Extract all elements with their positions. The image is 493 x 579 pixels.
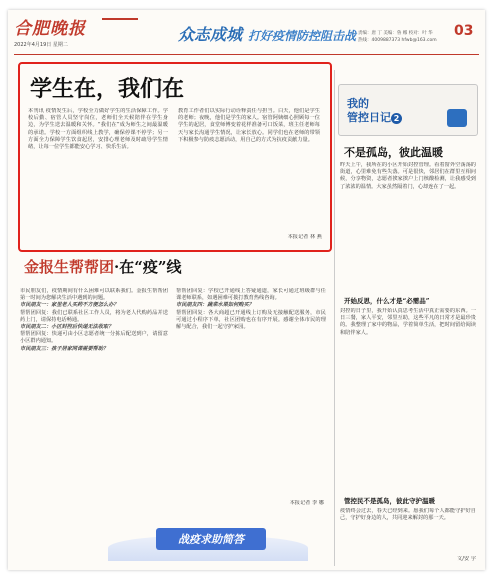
masthead-red-bar [102, 18, 138, 20]
lead-headline: 学生在，我们在 [30, 76, 185, 102]
slogan-sub: 打好疫情防控阻击战 [248, 29, 357, 43]
column-header-title [347, 97, 402, 125]
right-subhead-1: 开始反思，什么才是“必需品” [344, 297, 430, 305]
lead-column-1: 本刊讯 疫情发生后，学校全力做好学生的生活保障工作。学校后勤、宿管人员坚守岗位，老师们全天候陪伴在学生身边，为学生送去温暖和关怀。“我们在”成为师生之间最温暖的承诺。学校一方面组织线上教学，确保停课不停学；另一方面全力保障学生饮食起居，安排心理老师及时疏导学生情绪，让每一位学生都能安心学习、快乐生活。 [28, 108, 168, 151]
article2-text-1a: 市民朋友们，疫情期间有什么困难可以联系我们。金报生帮帮团第一时间为您解决生活中遇到的问题。 [20, 288, 168, 302]
column-header-text: 管控日记 [347, 111, 391, 124]
diary-book-icon [447, 109, 467, 127]
article2-author: 本报记者 李 娜 [289, 500, 324, 506]
article2-headline-red: 金报生帮帮团 [24, 258, 115, 276]
question-2: 市民朋友二：小区封控后快递无法收取？ [20, 324, 114, 331]
question-3: 市民朋友三：孩子居家网课需要帮助？ [20, 345, 109, 352]
right-author: 文/安 宇 [457, 556, 476, 562]
editor-credits [358, 30, 437, 44]
masthead-divider [14, 54, 479, 55]
column-header-box [338, 84, 478, 136]
lead-article[interactable] [18, 62, 332, 252]
right-body-3: 疫情终会过去，春天已经到来。愿我们每个人都能守护好自己，守护好身边的人，共同迎来解封的那一天。 [340, 508, 476, 522]
right-body-1: 昨天上午，我所在的小区开始封控管理。看着窗外空荡荡的街道，心里难免有些失落。可是很快，邻居们在群里互相问候，分享物资，志愿者挨家挨户上门核酸检测，让我感受到了浓浓的温情。大家虽然隔着门，心却连在了一起。 [340, 162, 476, 190]
question-1: 市民朋友一：家里老人买药不方便怎么办？ [20, 302, 119, 309]
right-body-2: 封控的日子里，我开始认真思考生活中真正需要的东西。一日三餐，家人平安，邻里互助，这些平凡的日常才是最珍贵的。我整理了家中的物品，学着简单生活，把时间留给阅读和陪伴家人。 [340, 308, 476, 336]
column-number-badge: 2 [391, 113, 402, 124]
column-divider [334, 70, 335, 566]
page-number: 03 [454, 23, 474, 39]
lead-column-2: 教育工作者们以实际行动诠释责任与担当。白天，他们是学生的老师；夜晚，他们是学生的家人。宿管阿姨细心照顾每一位学生的起居，食堂师傅变着花样准备可口饭菜，班主任老师每天与家长沟通学生情况，让家长放心。同学们也在老师的带领下积极参与防疫志愿活动，用自己的方式为抗疫贡献力量。 [178, 108, 320, 143]
issue-date: 2022年4月19日 星期二 [14, 42, 68, 48]
right-subhead-2: 管控民不是孤岛，彼此守护温暖 [344, 497, 435, 505]
article2-headline [24, 256, 182, 277]
article2-text-1c: 帮帮团回复：快递可由小区志愿者统一分拣后配送到户，请留意小区群内通知。 [20, 331, 168, 345]
right-headline-1: 不是孤岛，彼此温暖 [344, 146, 443, 159]
masthead [8, 10, 485, 56]
article2-text-2b: 帮帮团回复：各大商超已开通线上订购及无接触配送服务，市民可通过小程序下单，社区团购也在有序开展。感谢全体市民的理解与配合，我们一起守护家园。 [176, 309, 326, 331]
article2-headline-dark: ·在“疫”线 [114, 258, 182, 276]
article2-column-2 [176, 288, 326, 496]
newspaper-page [8, 10, 485, 570]
lead-author: 本报记者 林 燕 [287, 234, 322, 240]
right-column [336, 78, 478, 566]
question-4: 市民朋友四：蔬菜水果如何购买？ [176, 302, 254, 309]
article2-column-1 [20, 288, 168, 528]
article2-text-2a: 帮帮团回复：学校已开通线上答疑通道，家长可通过班级群与任课老师联系，如遇困难可拨打教育热线咨询。 [176, 288, 326, 302]
article2-text-1b: 帮帮团回复：我们已联系社区工作人员，将为老人代购药品并送药上门，请保持电话畅通。 [20, 309, 168, 323]
editor-line-2: 热线：4009887373 hfwb@163.com [358, 38, 437, 43]
newspaper-logo: 合肥晚报 [14, 19, 86, 39]
slogan-main: 众志成城 [178, 25, 243, 44]
column-header-line-2 [347, 111, 402, 125]
help-banner: 战疫求助简答 [156, 528, 266, 550]
editor-line-1: 责编：唐 丁 美编：鲁 娜 校对：叶 华 [358, 31, 433, 36]
page-slogan [178, 22, 356, 45]
column-header-line-1: 我的 [347, 97, 369, 110]
